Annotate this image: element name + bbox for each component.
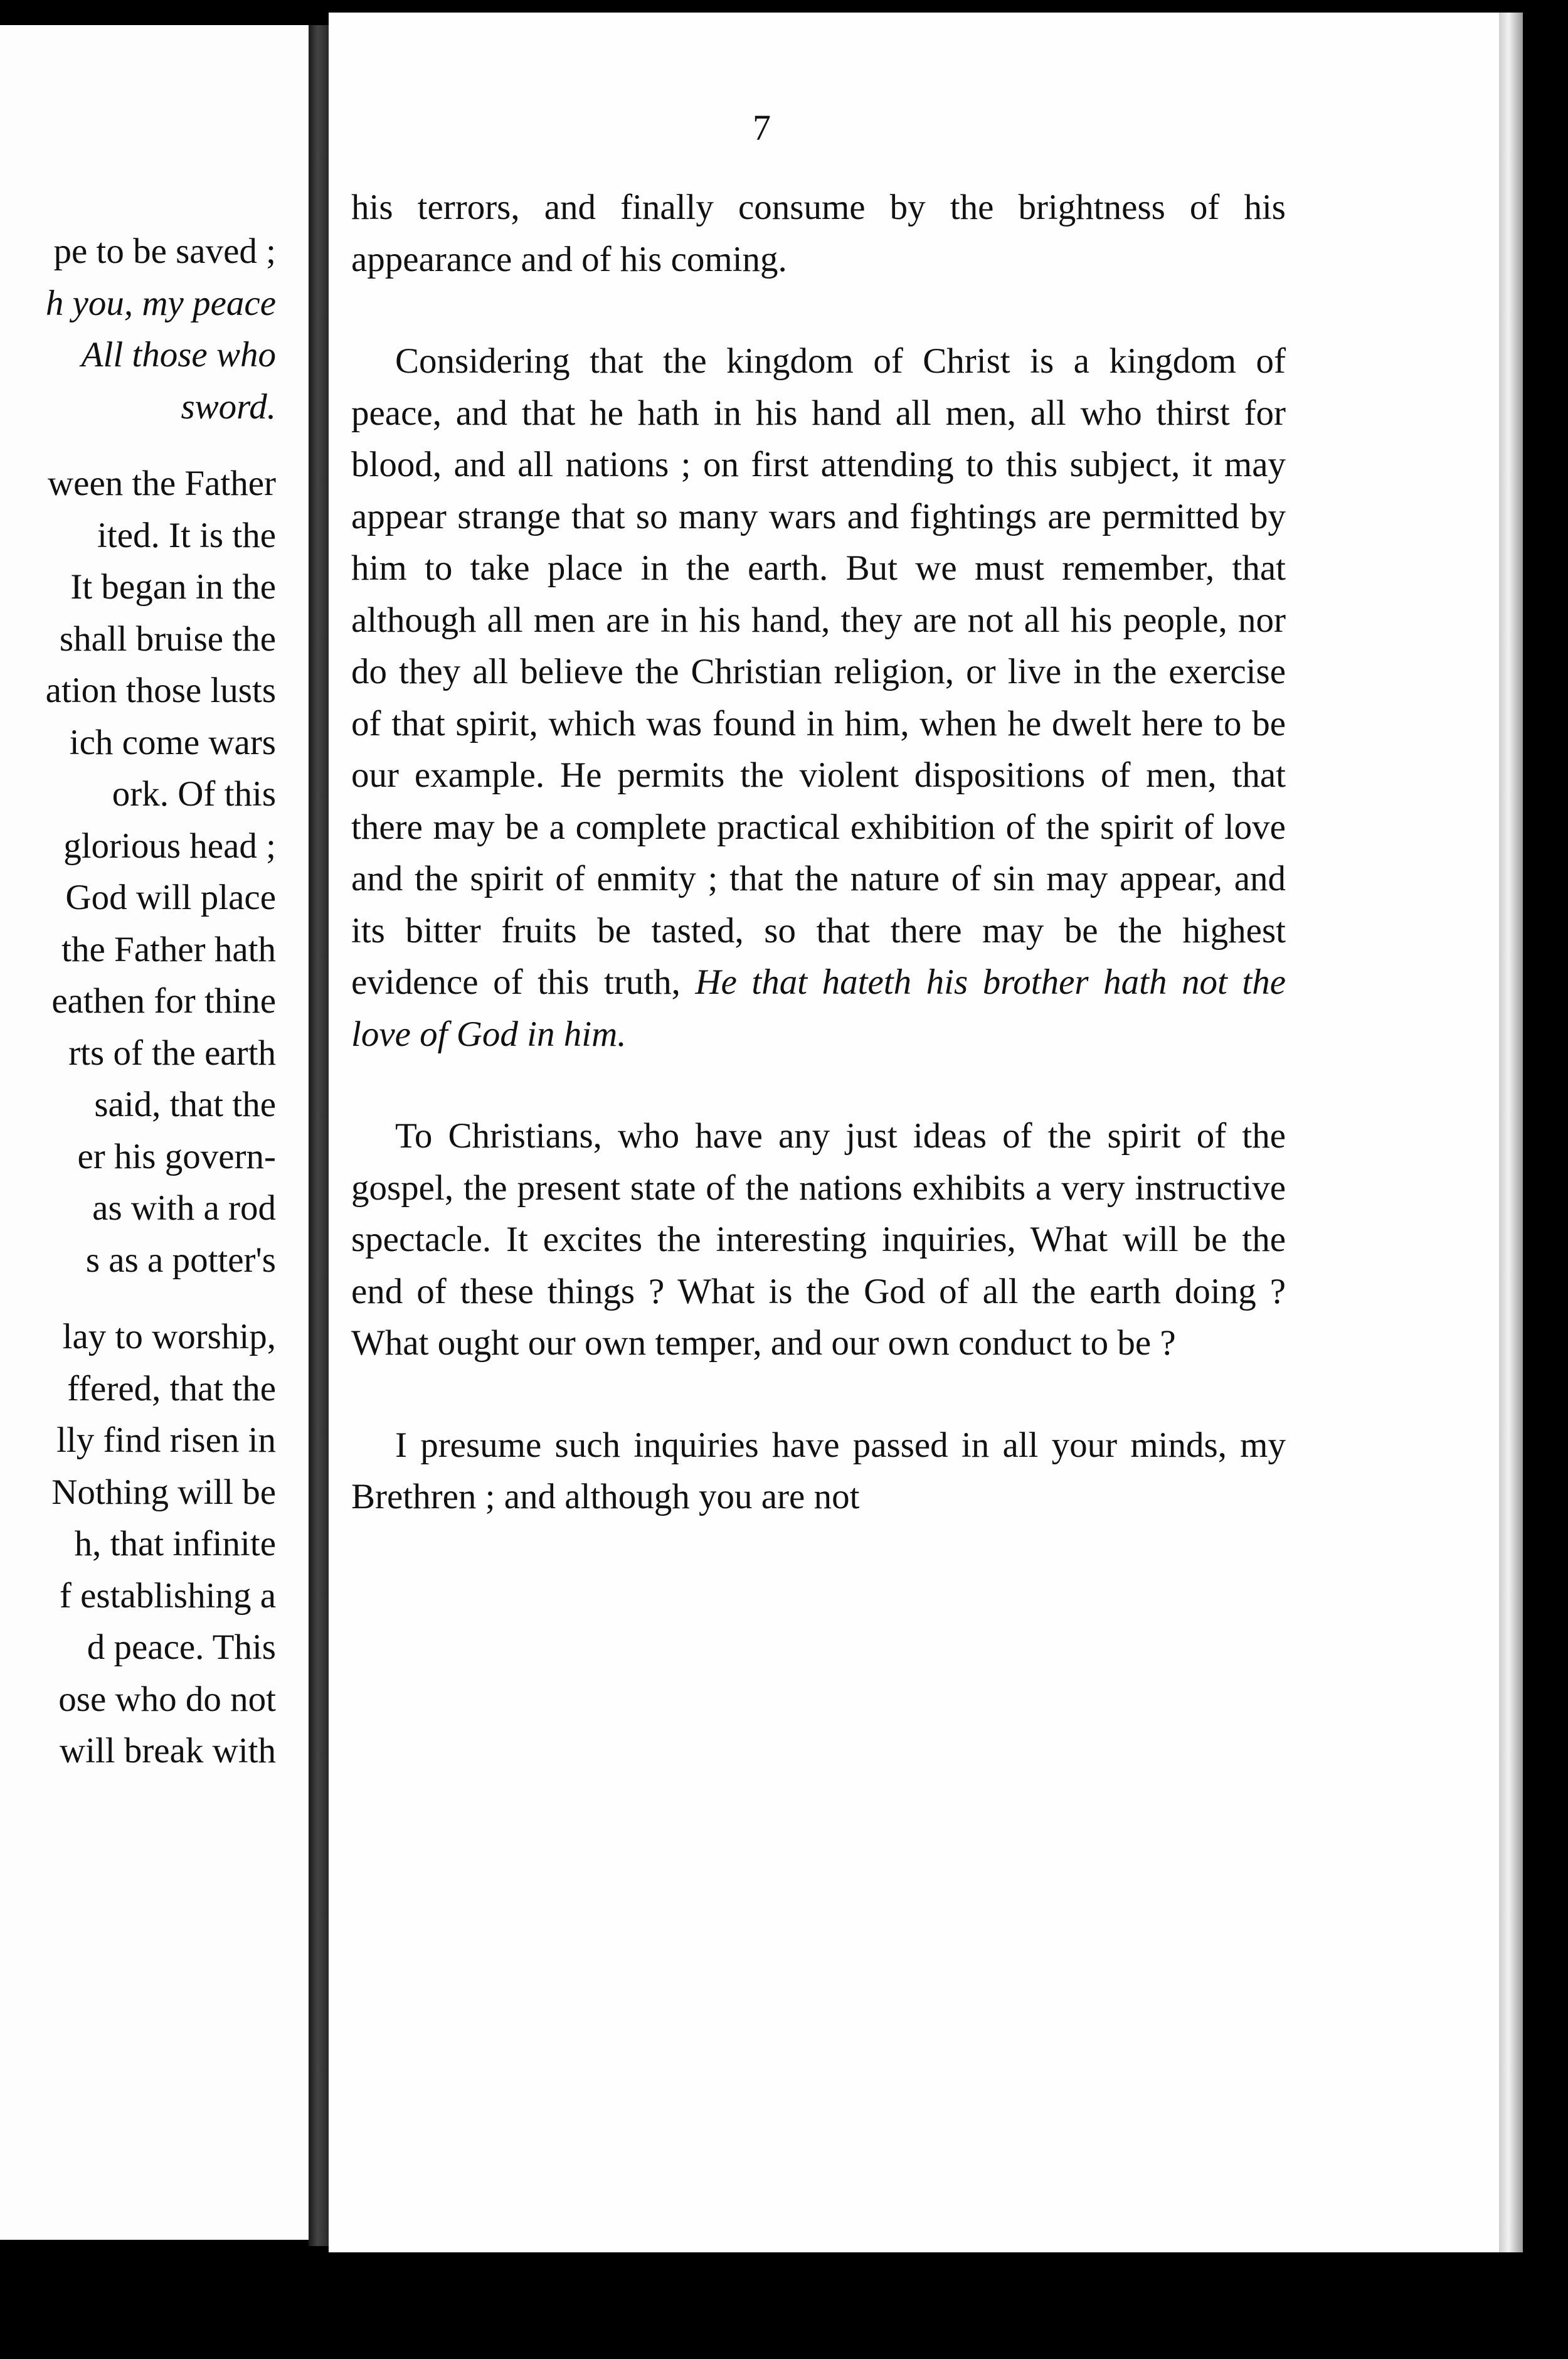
left-page-line: the Father hath [61, 929, 276, 969]
left-page-line: sword. [181, 386, 276, 427]
page-edge [1499, 13, 1523, 2252]
left-page-line: d peace. This [87, 1627, 276, 1667]
page-number: 7 [753, 107, 771, 148]
left-page-line: eathen for thine [51, 981, 276, 1021]
left-page-text [0, 226, 276, 1777]
left-page-line: It began in the [70, 567, 276, 607]
left-page-line: ich come wars [69, 722, 276, 762]
left-page-line: er his govern- [77, 1136, 276, 1176]
left-page-line: rts of the earth [68, 1033, 276, 1073]
left-page-line: ation those lusts [45, 671, 276, 710]
left-page-line: ween the Father [47, 464, 276, 503]
left-page-line: lay to worship, [62, 1317, 276, 1356]
left-page-line: pe to be saved ; [53, 232, 276, 271]
left-page-line: ited. It is the [97, 515, 276, 555]
left-page-line: ffered, that the [67, 1368, 276, 1408]
left-page-line: God will place [65, 878, 276, 917]
left-page-line: glorious head ; [63, 826, 276, 866]
left-page-line: Nothing will be [51, 1472, 276, 1512]
left-page-line: ork. Of this [112, 774, 276, 814]
left-page-line: shall bruise the [59, 619, 276, 659]
left-page-line: All those who [81, 335, 276, 375]
left-page-line: s as a potter's [85, 1240, 276, 1280]
left-page-line: said, that the [94, 1085, 276, 1124]
paragraph-2 [351, 336, 1286, 1060]
paragraph-2-text: Considering that the kingdom of Christ is a kingdom of peace, and that he hath in his hand all men, all who thirst for blood, and all nations ; on first attending to this subject, it may appear strange that so many wars and fightings are permitted by him to take place in the earth. But we must remember, that although all men are in his hand, they are not all his people, nor do they all believe the Christian religion, or live in the exercise of that spirit, which was found in him, when he dwelt here to be our example. He permits the violent dispositions of men, that there may be a complete practical exhibition of the spirit of love and the spirit of enmity ; that the nature of sin may appear, and its bitter fruits be tasted, so that there may be the highest evidence of this truth, [351, 341, 1286, 1002]
left-page-line: h you, my peace [45, 283, 276, 323]
left-page-line: as with a rod [92, 1188, 276, 1228]
paragraph-4: I presume such inquiries have passed in all your minds, my Brethren ; and although you are not [351, 1425, 1286, 1516]
left-page-line: f establishing a [59, 1575, 276, 1616]
book-gutter [309, 25, 329, 2246]
left-page-line: will break with [59, 1731, 276, 1771]
body-text [351, 182, 1286, 1574]
paragraph-3: To Christians, who have any just ideas of the spirit of the gospel, the present state of the nations exhibits a very instructive spectacle. It excites the interesting inquiries, What will be the end of these things ? What is the God of all the earth doing ? What ought our own temper, and our own conduct to be ? [351, 1116, 1286, 1363]
left-page [0, 25, 309, 2240]
paragraph-1: his terrors, and finally consume by the brightness of his appearance and of his coming. [351, 188, 1286, 279]
left-page-line: lly find risen in [56, 1420, 276, 1460]
left-page-line: h, that infinite [74, 1524, 276, 1563]
quotation-italic: He that hateth his brother hath not the love of God in him. [351, 962, 1286, 1054]
left-page-line: ose who do not [58, 1679, 276, 1719]
